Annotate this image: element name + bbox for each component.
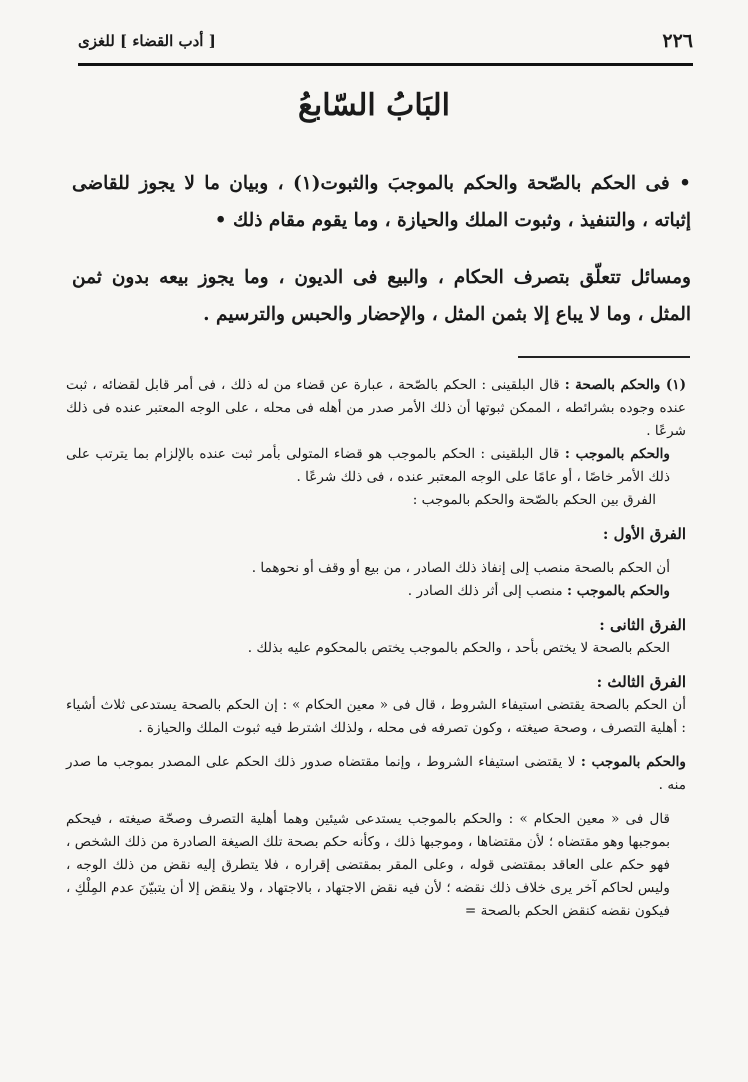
section-heading: الفرق الأول : — [602, 525, 686, 543]
footnote-paragraph — [66, 443, 686, 489]
header-rule — [78, 63, 693, 66]
footnote-text: قال فى « معين الحكام » : والحكم بالموجب يستدعى شيئين وهما أهلية التصرف وصحّة صيغته ، فيحكم بموجبها وهو مقتضاه ؛ لأن مقتضاها ، وموجبها ذلك ، وكأنه حكم بصحة تلك الصيغة الصادرة من ذلك الشخص ، فهو حكم على العاقد بمقتضى قوله ، وعلى المقر بمقتضى إقراره ، فلا يتطرق إليه نقض من ذلك الوجه ، وليس لحاكم آخر يرى خلاف ذلك نقضه ؛ لأن فيه نقض الاجتهاد ، بالاجتهاد ، ولا ينقض إلا أن يتبيّنَ عدم المِلْكِ ، فيكون نقضه كنقض الحكم بالصحة — [66, 811, 670, 919]
footnote-text: قال البلقينى : الحكم بالموجب هو قضاء المتولى بأمر ثبت عنده بالإلزام بما يترتب على ذلك الأمر خاصًا ، أو عامًا على الوجه المعتبر عنده ، فى ذلك شرعًا . — [66, 446, 670, 485]
footnote-rule — [518, 356, 690, 358]
footnote-text: قال البلقينى : الحكم بالصّحة ، عبارة عن قضاء من له ذلك ، فى أمر قابل لقضائه ، ثبت عنده وجوده بشرائطه ، الممكن ثبوتها أن ذلك الأمر صدر من أهله فى محله ، على الوجه المعتبر عنده فى ذلك شرعًا . — [66, 377, 686, 439]
footnote-line: الفرق بين الحكم بالصّحة والحكم بالموجب : — [412, 492, 656, 508]
continuation-mark: = — [464, 903, 477, 919]
spacer — [66, 797, 686, 808]
spacer — [66, 603, 686, 614]
footnote-line: الحكم بالصحة لا يختص بأحد ، والحكم بالموجب يختص بالمحكوم عليه بذلك . — [247, 640, 670, 656]
footnote-text: منصب إلى أثر ذلك الصادر . — [407, 583, 563, 599]
page-header — [78, 30, 693, 56]
spacer — [66, 660, 686, 671]
chapter-title: البَابُ السّابعُ — [297, 88, 451, 123]
chapter-intro — [72, 165, 691, 353]
section-heading: الفرق الثالث : — [596, 673, 686, 691]
footnote-term: والحكم بالموجب : — [567, 583, 670, 599]
footnote-line — [66, 580, 686, 603]
footnote-line: أن الحكم بالصحة منصب إلى إنفاذ ذلك الصادر ، من بيع أو وقف أو نحوهما . — [251, 560, 670, 576]
intro-paragraph: • فى الحكم بالصّحة والحكم بالموجبَ والثبوت(١) ، وبيان ما لا يجوز للقاضى إثباته ، والتنفيذ ، وثبوت الملك والحيازة ، وما يقوم مقام ذلك • — [72, 173, 691, 231]
page-number: ٢٢٦ — [662, 30, 693, 52]
footnote-paragraph — [66, 751, 686, 797]
footnote-term: والحكم بالموجب : — [564, 446, 671, 462]
spacer — [66, 546, 686, 557]
running-head: [ أدب القضاء ] للغزى — [78, 32, 216, 50]
footnotes — [66, 374, 686, 923]
footnote-paragraph — [66, 808, 686, 923]
spacer — [66, 512, 686, 523]
section-heading: الفرق الثانى : — [599, 616, 686, 634]
footnote-paragraph: أن الحكم بالصحة يقتضى استيفاء الشروط ، قال فى « معين الحكام » : إن الحكم بالصحة يستدعى ثلاث أشياء : أهلية التصرف ، وصحة صيغته ، وكون تصرفه فى محله ، ولذلك اشترط فيه ثبوت الملك والحيازة . — [66, 697, 686, 736]
spacer — [66, 740, 686, 751]
footnote-text: لا يقتضى استيفاء الشروط ، وإنما مقتضاه صدور ذلك الحكم على المصدر بموجب ما صدر منه . — [66, 754, 686, 793]
footnote-term: (١) والحكم بالصحة : — [564, 377, 686, 393]
footnote-paragraph — [66, 374, 686, 443]
intro-paragraph: ومسائل تتعلّق بتصرف الحكام ، والبيع فى الديون ، وما يجوز بيعه بدون ثمن المثل ، وما لا يباع إلا بثمن المثل ، والإحضار والحبس والترسيم . — [72, 267, 691, 325]
footnote-term: والحكم بالموجب : — [580, 754, 687, 770]
